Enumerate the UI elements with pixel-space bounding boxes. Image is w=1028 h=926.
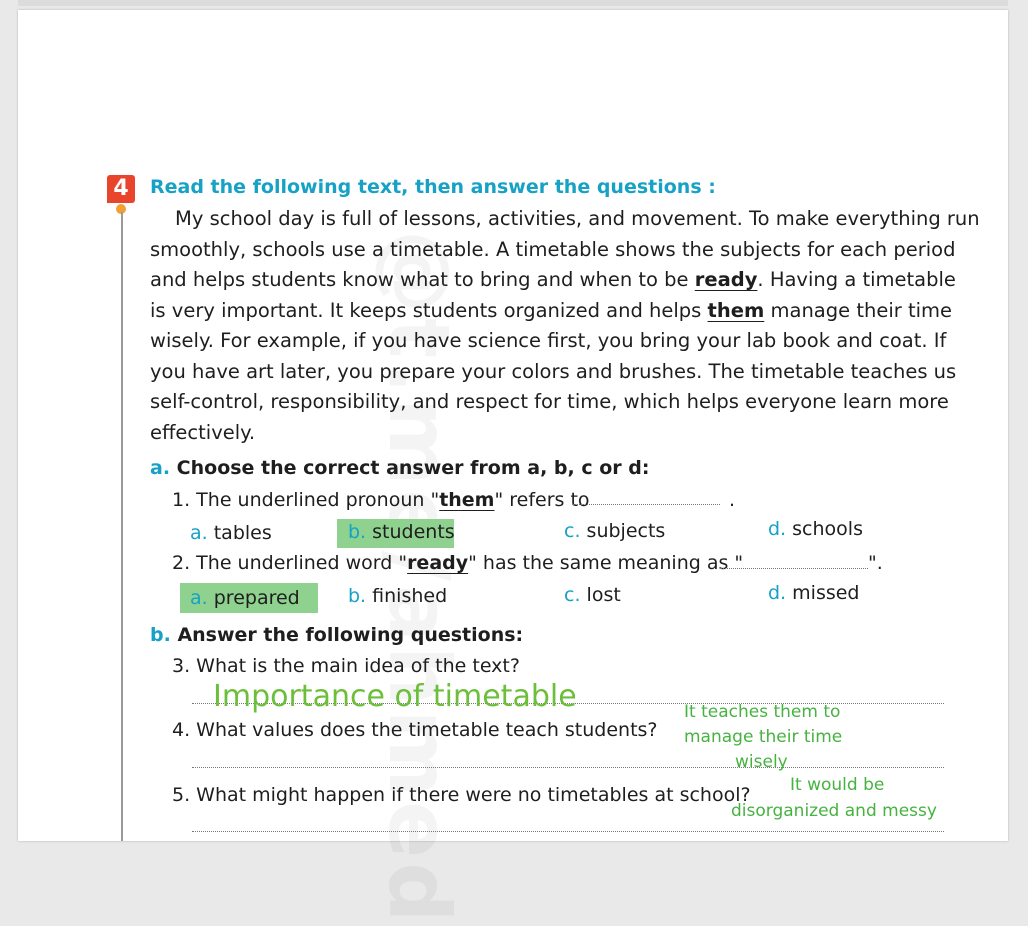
option-text: lost: [586, 584, 621, 606]
exercise-heading: Read the following text, then answer the questions :: [150, 176, 716, 198]
option-letter: c.: [564, 584, 581, 606]
reading-passage: [150, 204, 980, 448]
passage-text: . Having a timetable: [757, 268, 956, 291]
answer-line: [192, 831, 944, 832]
underlined-word-them: them: [707, 298, 765, 322]
option-letter: b.: [348, 521, 367, 543]
handwritten-answer-4-line3: wisely: [735, 752, 788, 772]
section-letter: b.: [150, 624, 171, 646]
question-underlined-word: them: [439, 489, 495, 511]
option-q2-b[interactable]: [348, 585, 447, 607]
section-letter: a.: [150, 457, 171, 479]
question-2: [172, 552, 743, 574]
option-text: finished: [372, 585, 448, 607]
option-text: students: [372, 521, 455, 543]
handwritten-answer-5-line1: It would be: [790, 775, 885, 795]
section-b-title: [150, 624, 523, 646]
handwritten-answer-5-line2: disorganized and messy: [731, 801, 937, 821]
option-q2-a[interactable]: [190, 587, 300, 609]
question-end-mark: .: [729, 489, 736, 511]
option-letter: d.: [768, 582, 787, 604]
option-text: prepared: [213, 587, 300, 609]
passage-line: wisely. For example, if you have science first, you bring your lab book and coat. If: [150, 329, 947, 352]
passage-line: effectively.: [150, 420, 256, 444]
question-1: [172, 489, 590, 511]
option-letter: d.: [768, 518, 787, 540]
passage-line: [150, 296, 953, 327]
option-q1-d[interactable]: [768, 518, 863, 540]
underlined-word-ready: ready: [694, 268, 758, 291]
passage-line: smoothly, schools use a timetable. A timetable shows the subjects for each period: [150, 237, 956, 261]
question-text: " refers to: [494, 489, 590, 511]
question-underlined-word: ready: [407, 552, 469, 574]
section-a-title: [150, 457, 649, 479]
question-end-mark: ".: [868, 552, 883, 574]
question-4: 4. What values does the timetable teach students?: [172, 719, 658, 741]
option-text: missed: [792, 582, 860, 604]
question-text: 1. The underlined pronoun ": [172, 489, 440, 511]
passage-line: My school day is full of lessons, activities, and movement. To make everything run: [175, 207, 980, 230]
handwritten-answer-4-line2: manage their time: [684, 727, 843, 747]
passage-line: you have art later, you prepare your colors and brushes. The timetable teaches us: [150, 359, 957, 383]
passage-line: [150, 265, 956, 296]
section-title-text: Answer the following questions:: [177, 624, 524, 646]
option-text: schools: [792, 518, 863, 540]
option-q1-b[interactable]: [348, 521, 455, 543]
option-q2-d[interactable]: [768, 582, 860, 604]
answer-line: [192, 767, 944, 768]
question-text: " has the same meaning as ": [468, 552, 744, 574]
answer-blank: [572, 504, 720, 505]
option-letter: c.: [564, 520, 581, 542]
answer-blank: [720, 568, 868, 569]
option-q1-c[interactable]: [564, 520, 665, 542]
option-letter: a.: [190, 522, 208, 544]
question-5: 5. What might happen if there were no timetables at school?: [172, 784, 751, 806]
question-text: 2. The underlined word ": [172, 552, 408, 574]
handwritten-answer-4-line1: It teaches them to: [684, 702, 841, 722]
margin-line: [121, 212, 123, 841]
option-q2-c[interactable]: [564, 584, 621, 606]
option-text: tables: [213, 522, 272, 544]
option-letter: b.: [348, 585, 367, 607]
question-3: 3. What is the main idea of the text?: [172, 655, 520, 677]
option-q1-a[interactable]: [190, 522, 272, 544]
passage-text: is very important. It keeps students organized and helps: [150, 298, 708, 322]
option-text: subjects: [586, 520, 666, 542]
exercise-number-badge: 4: [107, 175, 135, 203]
section-title-text: Choose the correct answer from a, b, c or d:: [176, 457, 650, 479]
option-letter: a.: [190, 587, 208, 609]
passage-text: manage their time: [764, 298, 953, 322]
handwritten-answer-3: Importance of timetable: [213, 679, 577, 714]
passage-text: and helps students know what to bring and when to be: [150, 268, 695, 291]
passage-line: self-control, responsibility, and respect for time, which helps everyone learn more: [150, 390, 949, 413]
top-edge: [18, 0, 1008, 6]
